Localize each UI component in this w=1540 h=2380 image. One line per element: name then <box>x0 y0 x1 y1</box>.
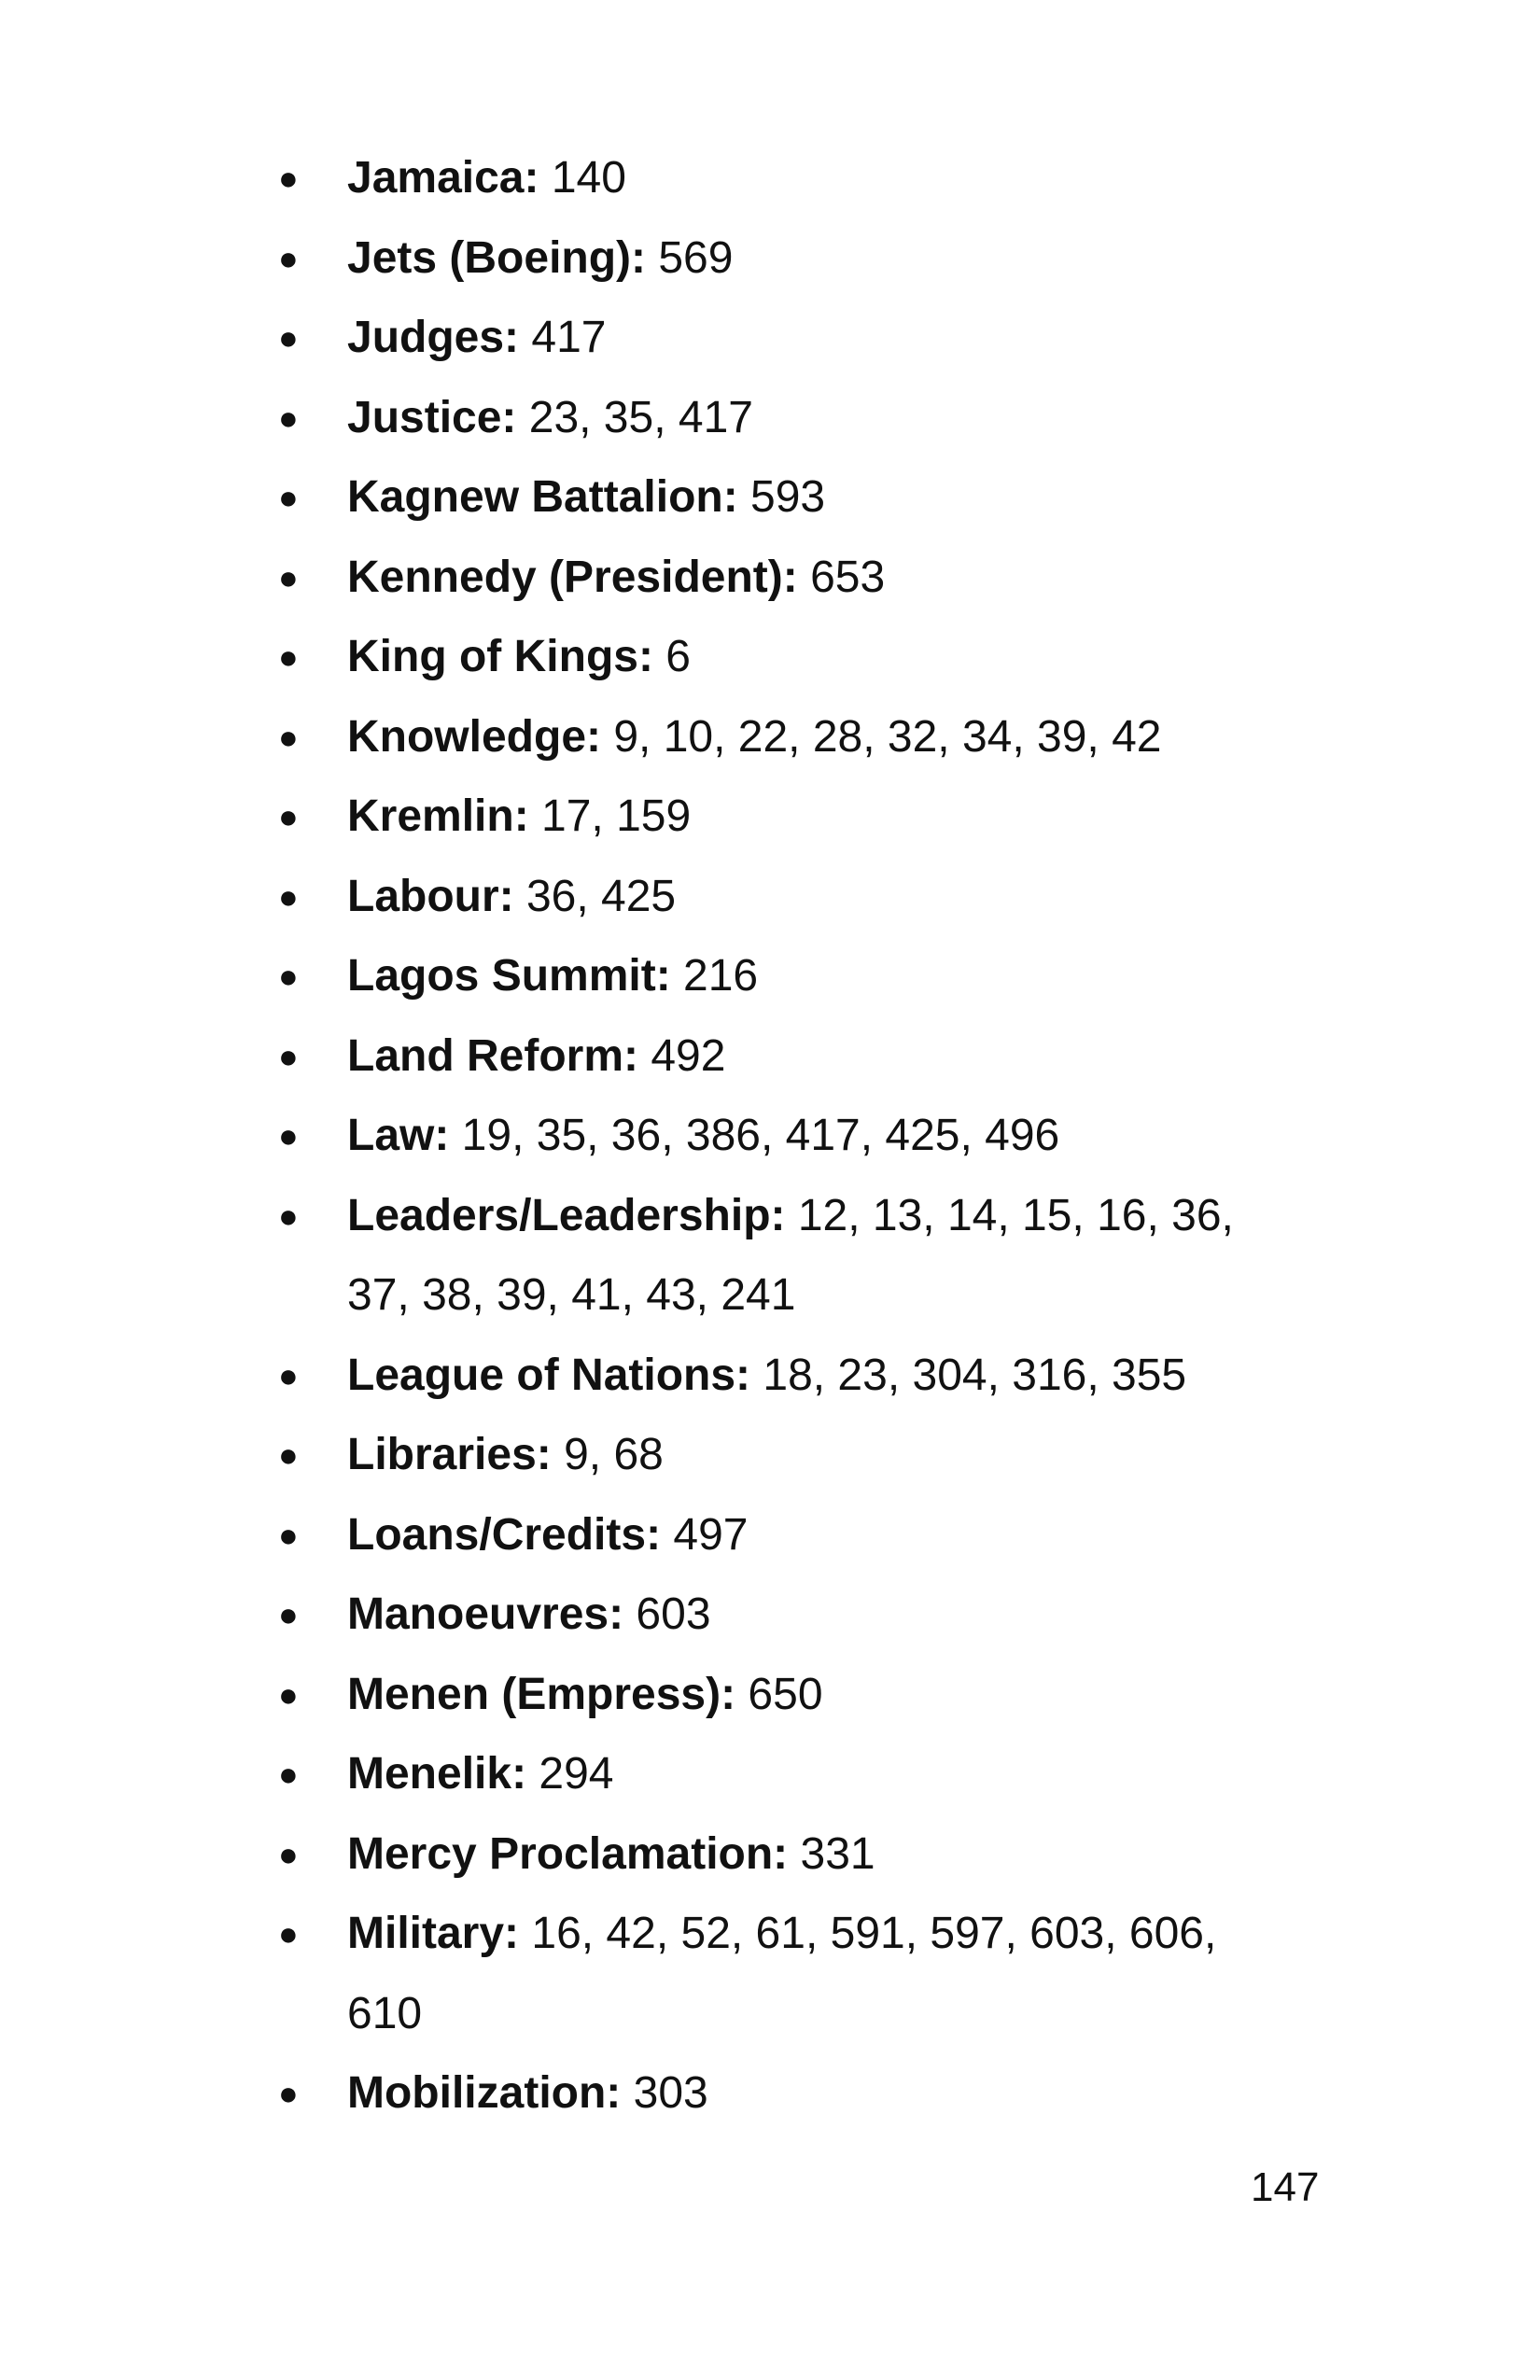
index-entry <box>271 378 1297 458</box>
index-pages: 140 <box>539 153 626 203</box>
bullet-icon: ● <box>278 1674 299 1714</box>
index-term: Mercy Proclamation: <box>347 1828 789 1879</box>
page-number: 147 <box>1251 2164 1320 2210</box>
bullet-icon: ● <box>278 318 299 357</box>
index-pages: 23, 35, 417 <box>516 392 753 442</box>
index-entry <box>271 1894 1297 2053</box>
index-pages: 36, 425 <box>513 871 677 921</box>
bullet-icon: ● <box>278 1116 299 1155</box>
index-term: Justice: <box>347 392 517 442</box>
bullet-icon: ● <box>278 1036 299 1075</box>
bullet-icon: ● <box>278 876 299 916</box>
index-term: Manoeuvres: <box>347 1589 624 1639</box>
index-pages: 16, 42, 52, 61, 591, 597, 603, 606, 610 <box>347 1909 1217 2038</box>
index-entry <box>271 857 1297 937</box>
index-entry <box>271 777 1297 857</box>
index-pages: 603 <box>623 1589 711 1639</box>
index-term: Menen (Empress): <box>347 1669 736 1719</box>
index-entry <box>271 617 1297 697</box>
index-pages: 6 <box>652 632 691 681</box>
index-entry <box>271 1415 1297 1495</box>
index-term: King of Kings: <box>347 632 653 681</box>
index-entry <box>271 2053 1297 2134</box>
index-entry <box>271 1655 1297 1735</box>
bullet-icon: ● <box>278 1595 299 1633</box>
index-list <box>271 138 1297 2134</box>
index-term: Kagnew Battalion: <box>347 472 738 522</box>
bullet-icon: ● <box>278 957 299 995</box>
index-term: Kremlin: <box>347 791 529 841</box>
index-entry <box>271 1176 1297 1336</box>
index-term: Jamaica: <box>347 153 539 203</box>
bullet-icon: ● <box>278 238 299 277</box>
index-pages: 593 <box>737 472 826 522</box>
index-pages: 17, 159 <box>528 791 692 841</box>
index-entry <box>271 138 1297 218</box>
index-pages: 9, 10, 22, 28, 32, 34, 39, 42 <box>601 711 1162 762</box>
index-term: Jets (Boeing): <box>347 232 647 283</box>
bullet-icon: ● <box>278 1196 299 1235</box>
index-term: League of Nations: <box>347 1350 751 1400</box>
bullet-icon: ● <box>278 1515 299 1554</box>
index-entry <box>271 1096 1297 1176</box>
index-entry <box>271 457 1297 538</box>
index-entry <box>271 1495 1297 1575</box>
index-pages: 569 <box>646 232 734 283</box>
index-term: Judges: <box>347 313 520 362</box>
index-term: Menelik: <box>347 1749 527 1799</box>
bullet-icon: ● <box>278 717 299 756</box>
index-term: Libraries: <box>347 1430 552 1479</box>
bullet-icon: ● <box>278 797 299 835</box>
index-pages: 650 <box>735 1669 823 1719</box>
bullet-icon: ● <box>278 637 299 676</box>
index-entry <box>271 1814 1297 1895</box>
index-pages: 294 <box>526 1749 614 1799</box>
index-pages: 19, 35, 36, 386, 417, 425, 496 <box>449 1111 1060 1160</box>
index-entry <box>271 1575 1297 1655</box>
index-pages: 417 <box>519 313 607 362</box>
index-term: Mobilization: <box>347 2068 622 2118</box>
bullet-icon: ● <box>278 1755 299 1793</box>
bullet-icon: ● <box>278 478 299 516</box>
index-pages: 653 <box>797 552 886 602</box>
bullet-icon: ● <box>278 2074 299 2112</box>
bullet-icon: ● <box>278 398 299 437</box>
bullet-icon: ● <box>278 1355 299 1394</box>
index-term: Law: <box>347 1111 450 1160</box>
index-pages: 492 <box>638 1030 726 1081</box>
index-term: Leaders/Leadership: <box>347 1190 786 1240</box>
index-entry <box>271 1734 1297 1814</box>
index-term: Knowledge: <box>347 711 601 762</box>
index-pages: 18, 23, 304, 316, 355 <box>750 1350 1187 1400</box>
index-term: Military: <box>347 1909 520 1958</box>
index-pages: 9, 68 <box>551 1430 664 1479</box>
index-pages: 497 <box>661 1509 749 1560</box>
index-entry <box>271 1016 1297 1097</box>
index-entry <box>271 1336 1297 1416</box>
index-term: Lagos Summit: <box>347 951 671 1001</box>
index-pages: 216 <box>670 951 759 1001</box>
index-term: Labour: <box>347 871 514 921</box>
bullet-icon: ● <box>278 159 299 197</box>
bullet-icon: ● <box>278 557 299 596</box>
bullet-icon: ● <box>278 1834 299 1873</box>
index-entry <box>271 936 1297 1016</box>
index-entry <box>271 697 1297 777</box>
index-entry <box>271 298 1297 378</box>
index-pages: 12, 13, 14, 15, 16, 36, 37, 38, 39, 41, 43, 241 <box>347 1190 1234 1320</box>
index-term: Land Reform: <box>347 1030 638 1081</box>
index-term: Kennedy (President): <box>347 552 798 602</box>
index-entry <box>271 538 1297 618</box>
bullet-icon: ● <box>278 1914 299 1953</box>
index-term: Loans/Credits: <box>347 1509 662 1560</box>
index-pages: 303 <box>621 2068 708 2118</box>
index-entry <box>271 218 1297 299</box>
index-pages: 331 <box>788 1828 875 1879</box>
bullet-icon: ● <box>278 1435 299 1474</box>
